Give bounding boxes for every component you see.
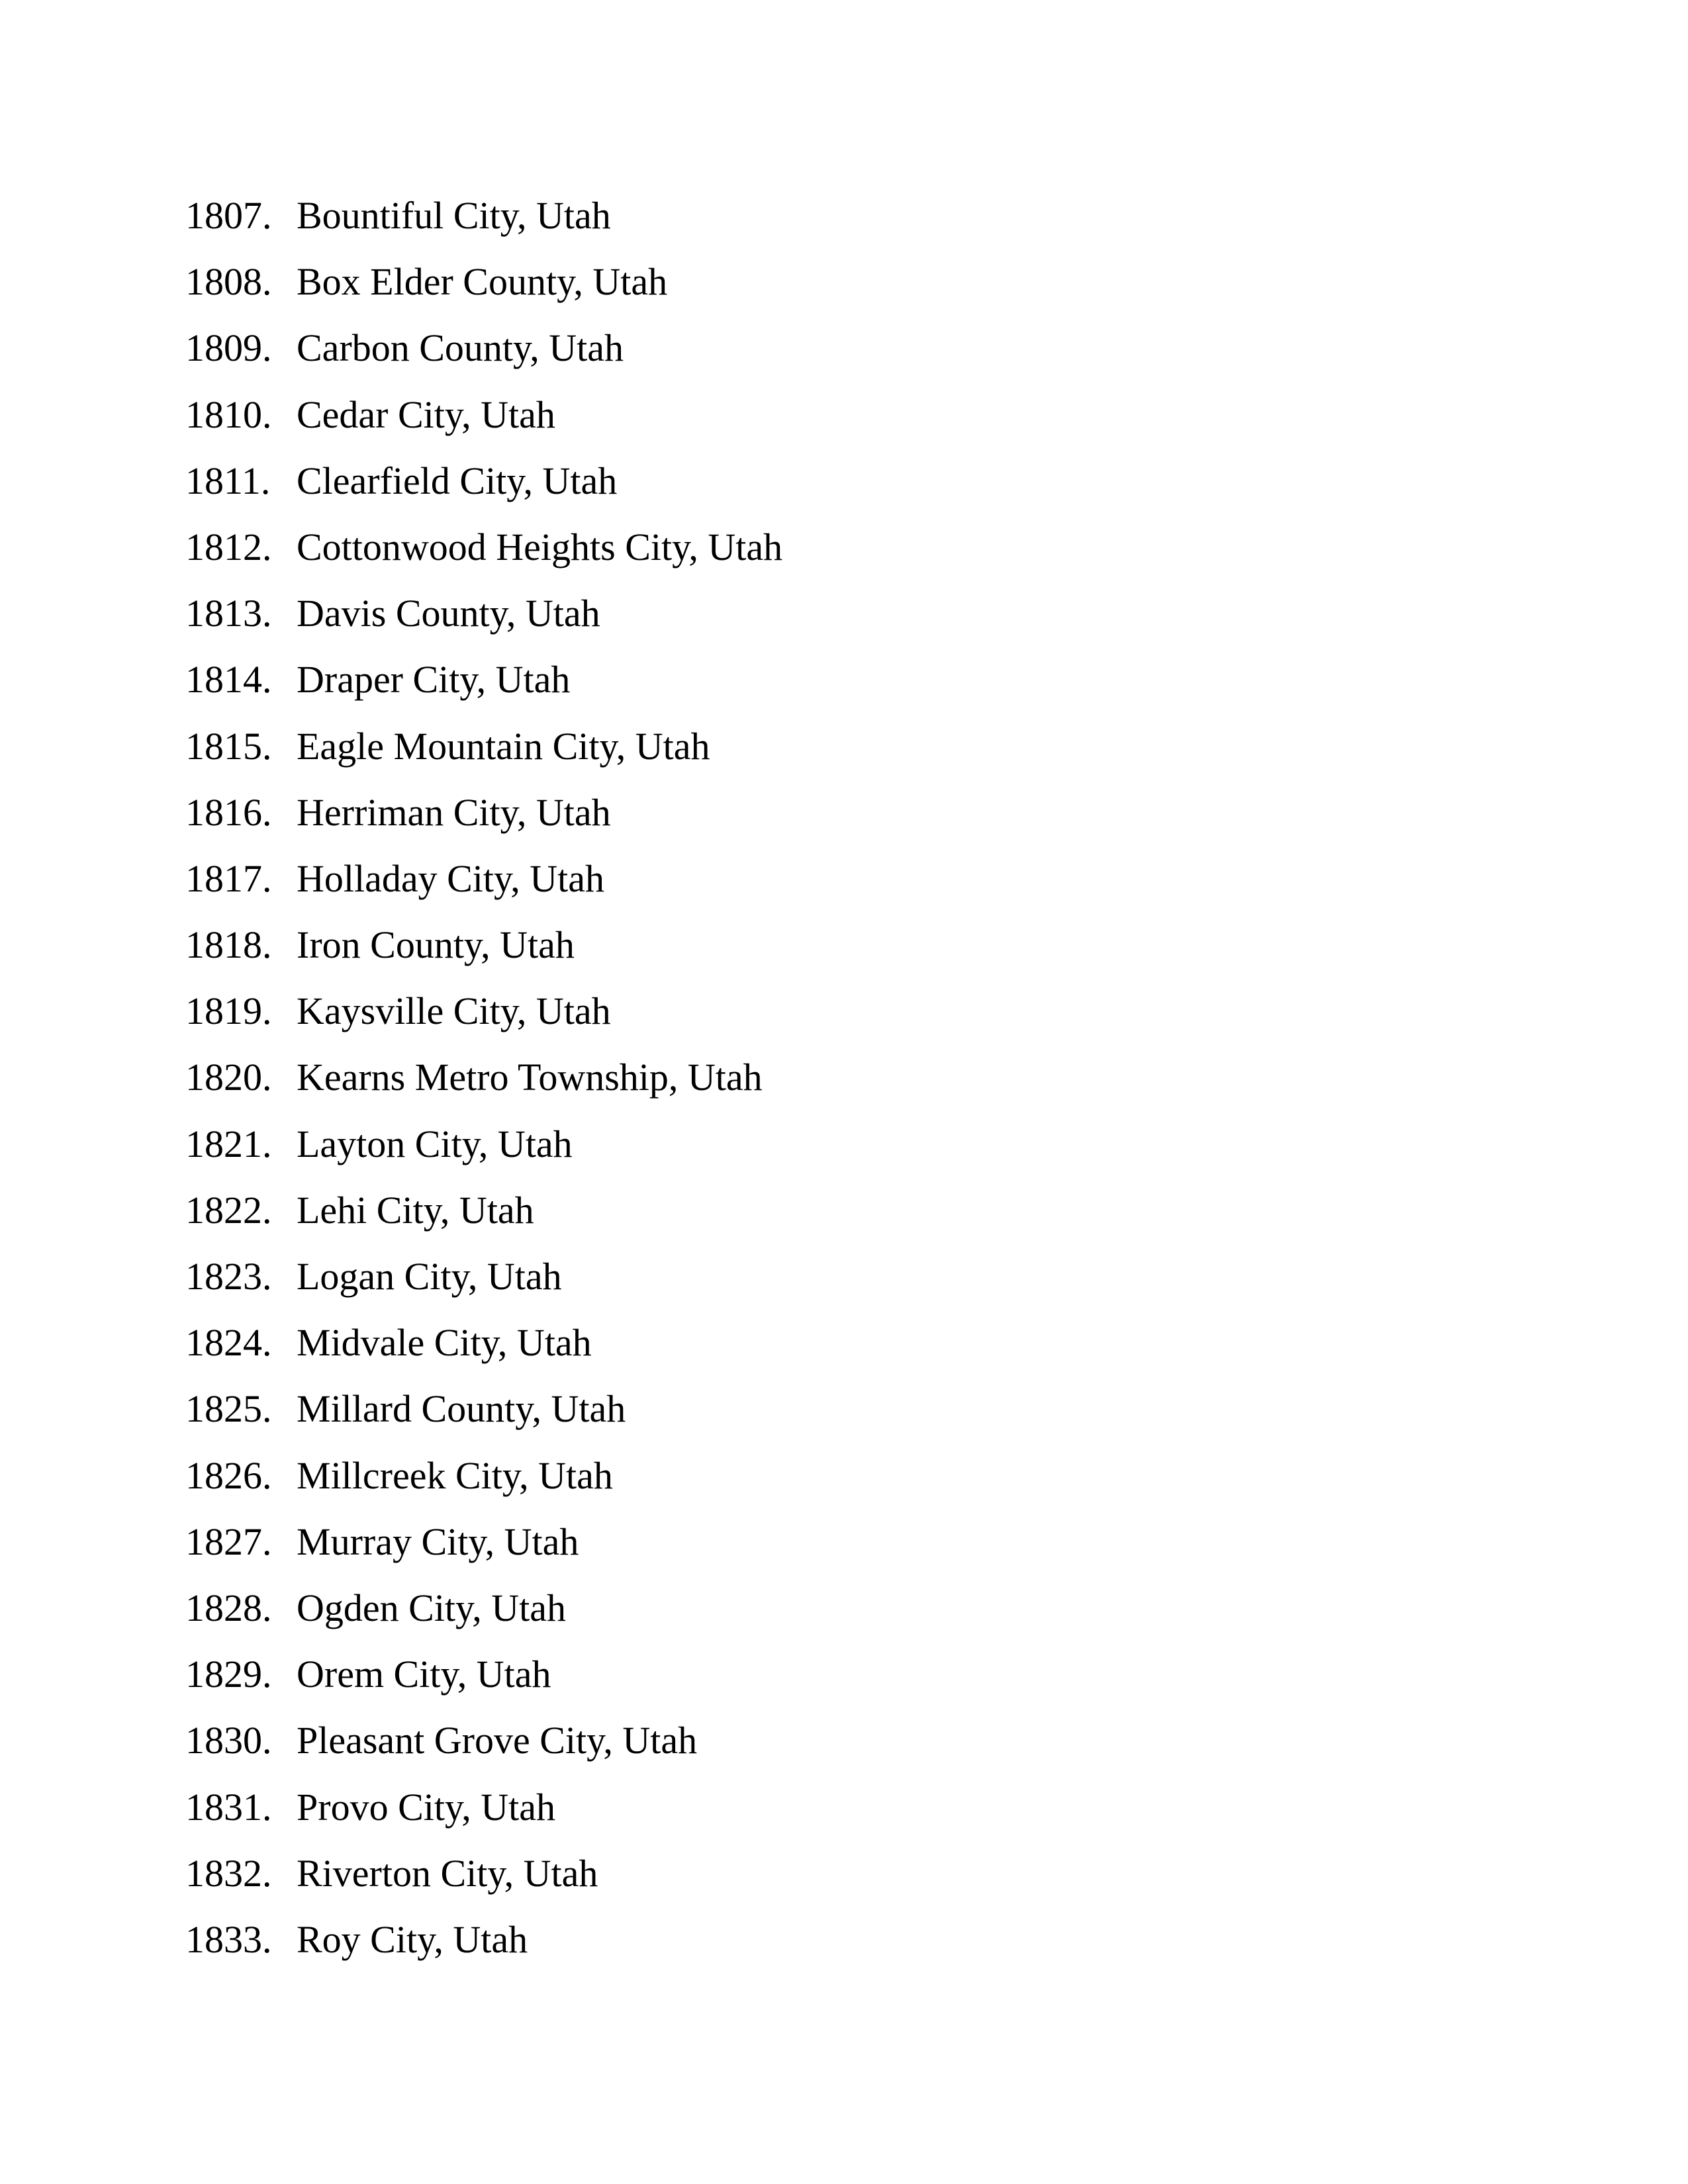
list-item-label: Carbon County, Utah bbox=[297, 326, 624, 370]
list-item bbox=[185, 193, 782, 259]
list-item bbox=[185, 259, 782, 326]
list-item-label: Orem City, Utah bbox=[297, 1653, 551, 1696]
list-item bbox=[185, 724, 782, 790]
list-item bbox=[185, 1055, 782, 1121]
list-item-label: Ogden City, Utah bbox=[297, 1586, 567, 1629]
list-item bbox=[185, 1188, 782, 1254]
list-item-label: Bountiful City, Utah bbox=[297, 194, 611, 237]
list-item-label: Pleasant Grove City, Utah bbox=[297, 1719, 698, 1762]
list-item-number: 1808. bbox=[185, 260, 272, 304]
list-item-number: 1831. bbox=[185, 1785, 272, 1829]
list-item-number: 1832. bbox=[185, 1851, 272, 1895]
list-item bbox=[185, 1586, 782, 1652]
list-item-label: Box Elder County, Utah bbox=[297, 260, 668, 304]
list-item bbox=[185, 1387, 782, 1453]
list-item bbox=[185, 1520, 782, 1586]
list-item-label: Millard County, Utah bbox=[297, 1387, 626, 1431]
list-item bbox=[185, 923, 782, 989]
list-item-label: Kaysville City, Utah bbox=[297, 989, 611, 1033]
list-item bbox=[185, 856, 782, 923]
list-item-label: Herriman City, Utah bbox=[297, 790, 611, 834]
list-item bbox=[185, 591, 782, 657]
list-item bbox=[185, 1254, 782, 1320]
list-item bbox=[185, 459, 782, 525]
list-item-label: Draper City, Utah bbox=[297, 658, 571, 702]
list-item-label: Davis County, Utah bbox=[297, 592, 600, 635]
list-item-label: Iron County, Utah bbox=[297, 923, 575, 967]
list-item-number: 1813. bbox=[185, 592, 272, 635]
list-item-label: Logan City, Utah bbox=[297, 1255, 562, 1298]
list-item bbox=[185, 326, 782, 392]
list-item-label: Riverton City, Utah bbox=[297, 1851, 598, 1895]
list-item-number: 1822. bbox=[185, 1188, 272, 1232]
list-item bbox=[185, 1652, 782, 1718]
list-item-label: Provo City, Utah bbox=[297, 1785, 555, 1829]
list-item-number: 1827. bbox=[185, 1520, 272, 1563]
list-item-label: Clearfield City, Utah bbox=[297, 459, 618, 502]
list-item-label: Cedar City, Utah bbox=[297, 392, 555, 436]
list-item-label: Murray City, Utah bbox=[297, 1520, 579, 1563]
numbered-list bbox=[185, 193, 782, 1983]
list-item-number: 1828. bbox=[185, 1586, 272, 1629]
list-item-label: Roy City, Utah bbox=[297, 1917, 528, 1961]
list-item-number: 1814. bbox=[185, 658, 272, 702]
list-item-number: 1819. bbox=[185, 989, 272, 1033]
list-item bbox=[185, 1453, 782, 1520]
list-item bbox=[185, 1851, 782, 1917]
list-item-label: Cottonwood Heights City, Utah bbox=[297, 525, 783, 569]
list-item-number: 1833. bbox=[185, 1917, 272, 1961]
list-item-label: Layton City, Utah bbox=[297, 1122, 573, 1165]
list-item bbox=[185, 1320, 782, 1387]
list-item-label: Kearns Metro Township, Utah bbox=[297, 1056, 763, 1099]
list-item-number: 1817. bbox=[185, 856, 272, 900]
list-item-number: 1816. bbox=[185, 790, 272, 834]
list-item-number: 1812. bbox=[185, 525, 272, 569]
list-item bbox=[185, 1122, 782, 1188]
list-item-number: 1824. bbox=[185, 1321, 272, 1365]
list-item bbox=[185, 989, 782, 1055]
list-item bbox=[185, 1785, 782, 1851]
list-item-label: Holladay City, Utah bbox=[297, 856, 604, 900]
list-item-number: 1818. bbox=[185, 923, 272, 967]
list-item bbox=[185, 657, 782, 723]
list-item-number: 1821. bbox=[185, 1122, 272, 1165]
list-item bbox=[185, 790, 782, 856]
list-item bbox=[185, 392, 782, 459]
list-item-number: 1807. bbox=[185, 194, 272, 237]
list-item-label: Eagle Mountain City, Utah bbox=[297, 724, 710, 768]
list-item-number: 1809. bbox=[185, 326, 272, 370]
list-item bbox=[185, 525, 782, 591]
list-item-number: 1815. bbox=[185, 724, 272, 768]
list-item-number: 1826. bbox=[185, 1453, 272, 1497]
list-item-label: Millcreek City, Utah bbox=[297, 1453, 613, 1497]
list-item-label: Midvale City, Utah bbox=[297, 1321, 592, 1365]
list-item-number: 1825. bbox=[185, 1387, 272, 1431]
list-item-label: Lehi City, Utah bbox=[297, 1188, 534, 1232]
list-item-number: 1811. bbox=[185, 459, 271, 502]
list-item-number: 1830. bbox=[185, 1719, 272, 1762]
list-item-number: 1823. bbox=[185, 1255, 272, 1298]
list-item-number: 1810. bbox=[185, 392, 272, 436]
list-item-number: 1829. bbox=[185, 1653, 272, 1696]
list-item bbox=[185, 1917, 782, 1983]
list-item bbox=[185, 1718, 782, 1784]
list-item-number: 1820. bbox=[185, 1056, 272, 1099]
